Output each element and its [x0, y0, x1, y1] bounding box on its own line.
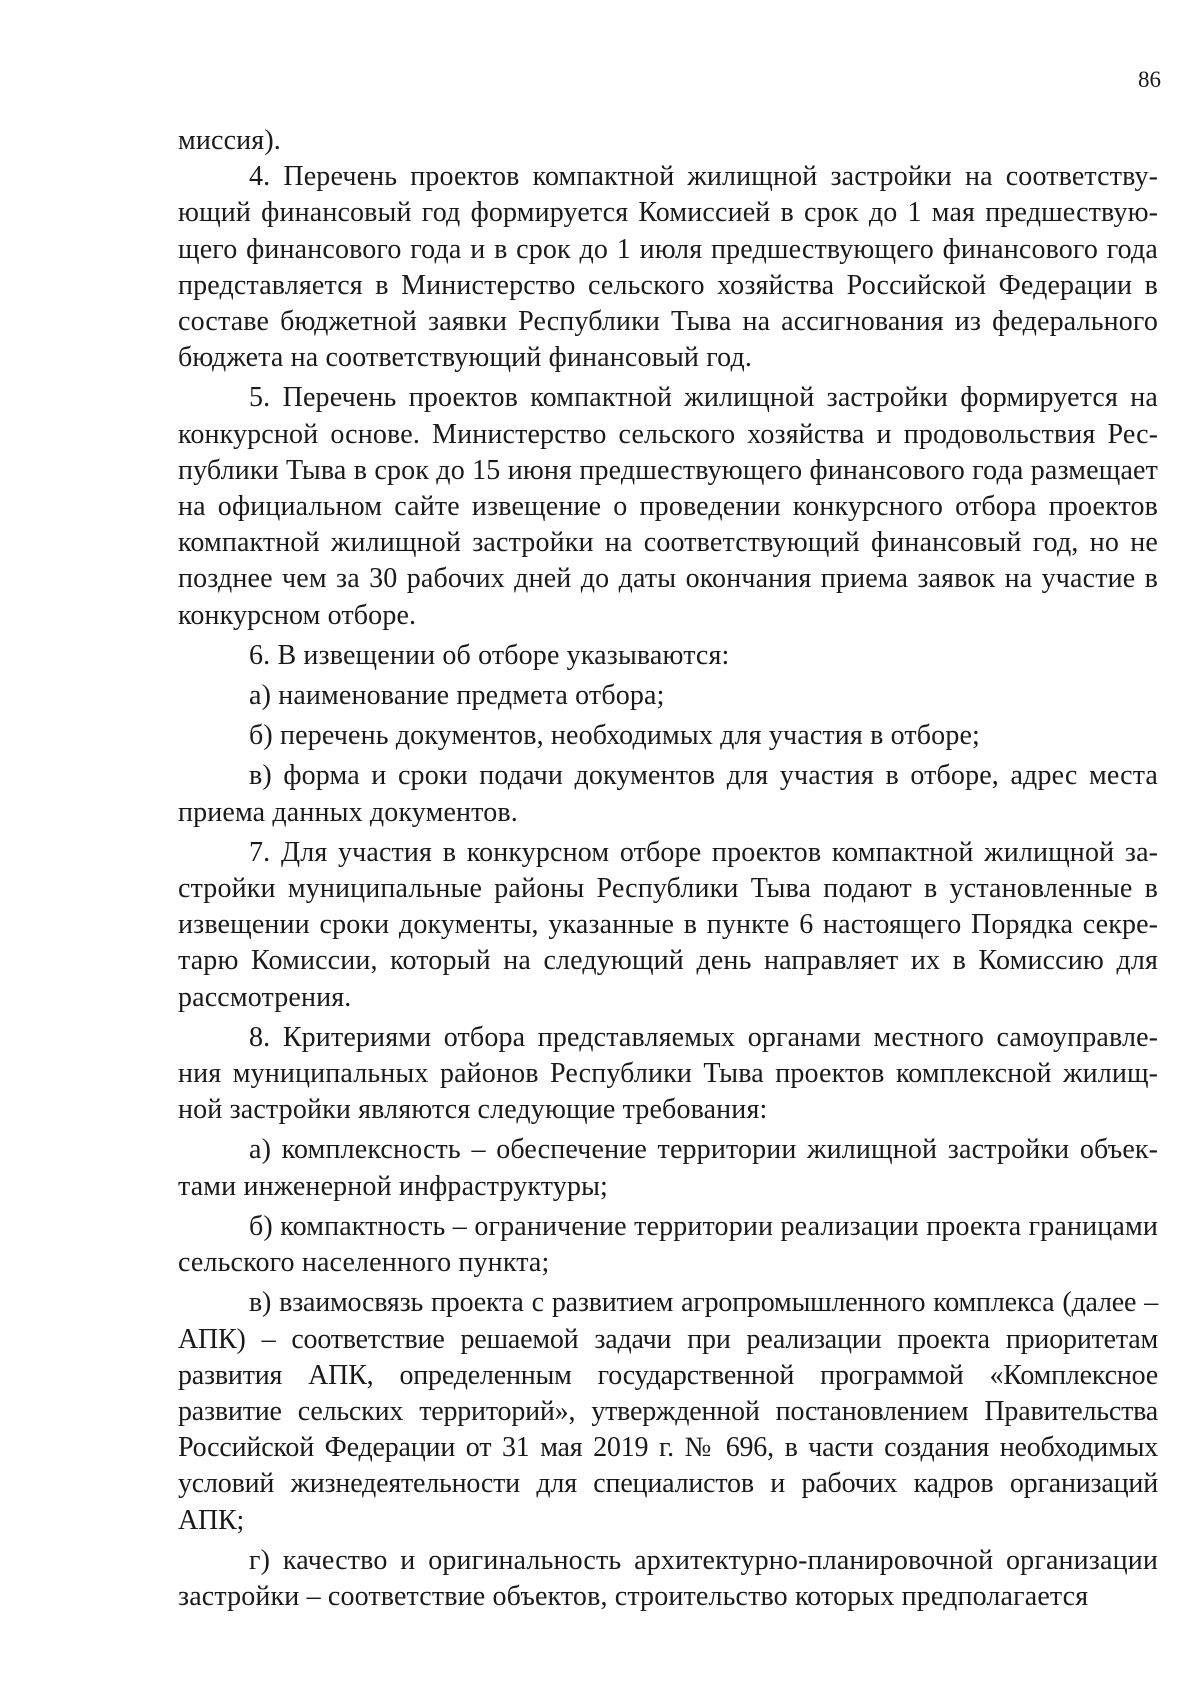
- paragraph-item-6: 6. В извещении об отборе указываются:: [249, 639, 730, 671]
- page-number: 86: [1138, 67, 1161, 92]
- subitem-6b: б) перечень документов, необходимых для участия в отборе;: [249, 720, 980, 752]
- subitem-8d: г) качество и оригинальность архитектурно-планировочной организации застройки – соответствие объектов, строительство которых предполагается: [178, 1544, 1158, 1612]
- paragraph-item-4: 4. Перечень проектов компактной жилищной застройки на соответствующий финансовый год формируется Комиссией в срок до 1 мая предшествующего финансового года и в срок до 1 июля предшествующего финансового года представляется в Министерство сельского хозяйства Российской Федерации в составе бюджетной заявки Республики Тыва на ассигнования из федерального бюджета на соответствующий финансовый год.: [178, 161, 1158, 374]
- subitem-6a: а) наименование предмета отбора;: [249, 680, 665, 712]
- paragraph-item-7: 7. Для участия в конкурсном отборе проектов компактной жилищной застройки муниципальные районы Республики Тыва подают в установленные в извещении сроки документы, указанные в пункте 6 настоящего Порядка секретарю Комиссии, который на следующий день направляет их в Комиссию для рассмотрения.: [178, 836, 1158, 1013]
- subitem-8a: а) комплексность – обеспечение территории жилищной застройки объектами инженерной инфраструктуры;: [178, 1134, 1158, 1202]
- paragraph-item-5: 5. Перечень проектов компактной жилищной застройки формируется на конкурсной основе. Министерство сельского хозяйства и продовольствия Республики Тыва в срок до 15 июня предшествующего финансового года размещает на официальном сайте извещение о проведении конкурсного отбора проектов компактной жилищной застройки на соответствующий финансовый год, но не позднее чем за 30 рабочих дней до даты окончания приема заявок на участие в конкурсном отборе.: [178, 382, 1158, 631]
- paragraph-item-8: 8. Критериями отбора представляемых органами местного самоуправления муниципальных районов Республики Тыва проектов комплексной жилищной застройки являются следующие требования:: [178, 1021, 1158, 1126]
- subitem-6c: в) форма и сроки подачи документов для участия в отборе, адрес места приема данных документов.: [178, 760, 1158, 828]
- document-body: [178, 123, 1158, 1615]
- subitem-8c: в) взаимосвязь проекта с развитием агропромышленного комплекса (далее – АПК) – соответствие решаемой задачи при реализации проекта приоритетам развития АПК, определенным государственной программой «Комплексное развитие сельских территорий», утвержденной постановлением Правительства Российской Федерации от 31 мая 2019 г. № 696, в части создания необходимых условий жизнедеятельности для специалистов и рабочих кадров организаций АПК;: [178, 1287, 1158, 1536]
- paragraph-continuation: миссия).: [178, 125, 281, 156]
- subitem-8b: б) компактность – ограничение территории реализации проекта границами сельского населенного пункта;: [178, 1210, 1158, 1279]
